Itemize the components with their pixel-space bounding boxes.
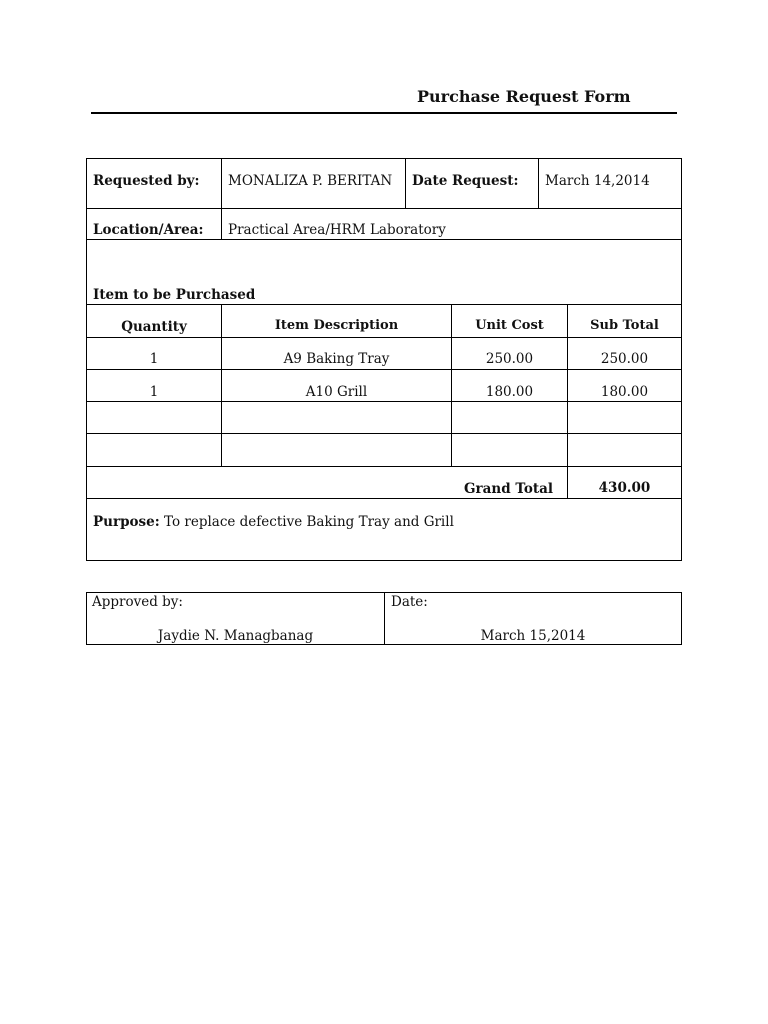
row-description: A9 Baking Tray — [283, 351, 390, 367]
row-divider — [86, 369, 682, 370]
table-border-bottom — [86, 644, 682, 645]
row-sub-total: 180.00 — [600, 384, 649, 400]
row-divider — [86, 401, 682, 402]
purpose-label: Purpose: — [93, 514, 160, 530]
row-divider — [86, 337, 682, 338]
title-underline — [91, 112, 677, 114]
date-request-value: March 14,2014 — [545, 173, 650, 189]
location-label: Location/Area: — [93, 222, 204, 238]
requested-by-value: MONALIZA P. BERITAN — [228, 173, 393, 189]
column-header-quantity: Quantity — [121, 319, 187, 335]
table-border-top — [86, 158, 682, 159]
table-border-right — [681, 592, 682, 644]
requested-by-label: Requested by: — [93, 173, 200, 189]
row-unit-cost: 180.00 — [485, 384, 534, 400]
row-divider — [86, 304, 682, 305]
column-header-sub-total: Sub Total — [590, 318, 659, 333]
table-border-bottom — [86, 560, 682, 561]
grand-total-value: 430.00 — [598, 480, 651, 496]
cell-divider — [221, 158, 222, 208]
row-divider — [86, 208, 682, 209]
row-unit-cost: 250.00 — [485, 351, 534, 367]
date-request-label: Date Request: — [412, 173, 519, 189]
grand-total-label: Grand Total — [464, 481, 553, 497]
row-divider — [86, 466, 682, 467]
approved-by-value: Jaydie N. Managbanag — [157, 628, 314, 644]
row-sub-total: 250.00 — [600, 351, 649, 367]
items-section-heading: Item to be Purchased — [93, 287, 256, 303]
cell-divider — [538, 158, 539, 208]
row-description: A10 Grill — [305, 384, 368, 400]
row-quantity: 1 — [149, 384, 159, 400]
row-quantity: 1 — [149, 351, 159, 367]
location-value: Practical Area/HRM Laboratory — [228, 222, 446, 238]
approval-date-value: March 15,2014 — [480, 628, 586, 644]
column-header-unit-cost: Unit Cost — [475, 318, 544, 333]
cell-divider — [405, 158, 406, 208]
approval-date-label: Date: — [391, 594, 428, 610]
cell-divider — [221, 208, 222, 239]
row-divider — [86, 239, 682, 240]
purpose-line — [93, 514, 454, 530]
page-title: Purchase Request Form — [417, 87, 631, 106]
approved-by-label: Approved by: — [92, 594, 183, 610]
column-header-item-description: Item Description — [274, 318, 399, 333]
table-border-right — [681, 158, 682, 560]
purpose-value: To replace defective Baking Tray and Grill — [164, 514, 454, 530]
row-divider — [86, 498, 682, 499]
row-divider — [86, 433, 682, 434]
